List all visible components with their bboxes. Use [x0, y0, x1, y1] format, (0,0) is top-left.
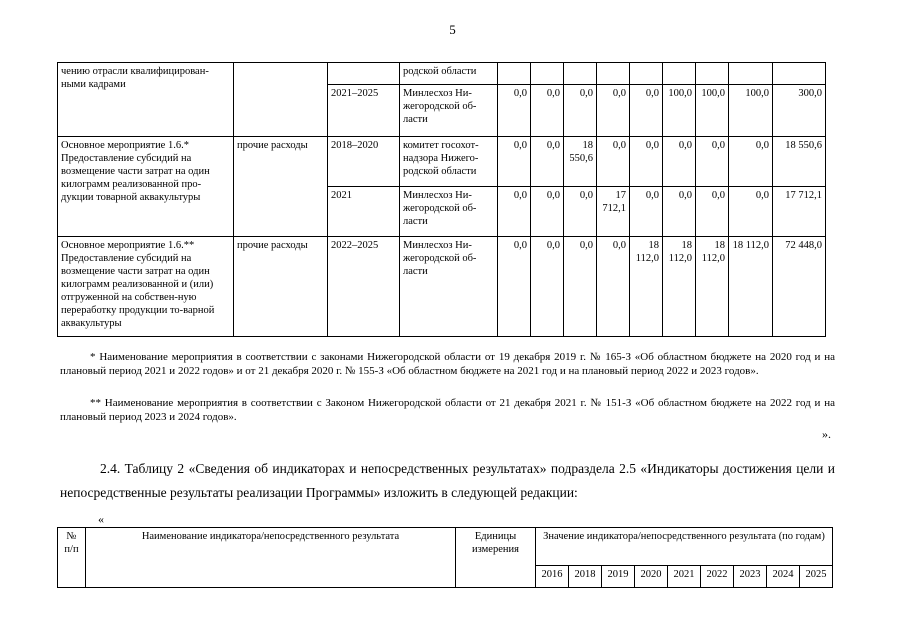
year-cell: 2020 — [635, 566, 668, 588]
period: 2022–2025 — [328, 237, 400, 337]
year-cell: 2022 — [701, 566, 734, 588]
funding-table — [57, 62, 826, 337]
expense-type: прочие расходы — [234, 237, 328, 337]
year-cell: 2021 — [668, 566, 701, 588]
indicators-table-header — [57, 527, 833, 588]
executor: Минлесхоз Ни-жегородской об-ласти — [400, 85, 498, 137]
table-row: Основное мероприятие 1.6.** Предоставление субсидий на возмещение части затрат на один килограмм реализованной и (или) отгруженной на собствен-ную переработку продукции то-варной аквакультуры прочие расходы 2022–2025 Минлесхоз Ни-жегородской об-ласти 0,0 0,0 0,0 0,0 18 112,0 18 112,0 18 112,0 18 112,0 72 448,0 — [58, 237, 826, 337]
table-row: 2021–2025 Минлесхоз Ни-жегородской об-ласти 0,0 0,0 0,0 0,0 0,0 100,0 100,0 100,0 300,0 — [58, 85, 826, 137]
executor: родской области — [400, 63, 498, 85]
period: 2018–2020 — [328, 137, 400, 187]
measure-name: чению отрасли квалифицирован-ными кадрами — [58, 63, 234, 137]
closing-quote: ». — [822, 427, 831, 441]
year-cell: 2018 — [569, 566, 602, 588]
year-cell: 2019 — [602, 566, 635, 588]
year-cell: 2016 — [536, 566, 569, 588]
footnote-2: ** Наименование мероприятия в соответствии с Законом Нижегородской области от 21 декабря 2021 г. № 151-З «Об областном бюджете на 2022 год и на плановый период 2023 и 2024 годов». — [60, 397, 835, 423]
measure-name: Основное мероприятие 1.6.* Предоставление субсидий на возмещение части затрат на один килограмм реализованной про-дукции товарной аквакультуры — [58, 137, 234, 237]
period: 2021 — [328, 187, 400, 237]
table-row — [58, 528, 833, 566]
opening-quote: « — [98, 512, 104, 526]
measure-name: Основное мероприятие 1.6.** Предоставление субсидий на возмещение части затрат на один килограмм реализованной и (или) отгруженной на собствен-ную переработку продукции то-варной аквакультуры — [58, 237, 234, 337]
executor: Минлесхоз Ни-жегородской об-ласти — [400, 237, 498, 337]
table-row — [58, 63, 826, 85]
page-number: 5 — [449, 22, 456, 37]
footnote-1: * Наименование мероприятия в соответствии с законами Нижегородской области от 19 декабря 2019 г. № 165-З «Об областном бюджете на 2020 год и на плановый период 2021 и 2022 годов» и от 21 декабря 2020 г. № 155-З «Об областном бюджете на 2021 год и на плановый период 2022 и 2023 годов». — [60, 351, 835, 377]
table-row: 2021 Минлесхоз Ни-жегородской об-ласти 0,0 0,0 0,0 17 712,1 0,0 0,0 0,0 0,0 17 712,1 — [58, 187, 826, 237]
executor: комитет госохот-надзора Нижего-родской области — [400, 137, 498, 187]
expense-type: прочие расходы — [234, 137, 328, 237]
header-unit: Единицы измерения — [456, 528, 536, 588]
header-number: № п/п — [58, 528, 86, 588]
year-cell: 2024 — [767, 566, 800, 588]
executor: Минлесхоз Ни-жегородской об-ласти — [400, 187, 498, 237]
header-values: Значение индикатора/непосредственного результата (по годам) — [536, 528, 833, 566]
period: 2021–2025 — [328, 85, 400, 137]
year-cell: 2025 — [800, 566, 833, 588]
table-row: Основное мероприятие 1.6.* Предоставление субсидий на возмещение части затрат на один килограмм реализованной про-дукции товарной аквакультуры прочие расходы 2018–2020 комитет госохот-надзора Нижего-родской области 0,0 0,0 18 550,6 0,0 0,0 0,0 0,0 0,0 18 550,6 — [58, 137, 826, 187]
amendment-paragraph: 2.4. Таблицу 2 «Сведения об индикаторах и непосредственных результатах» подраздела 2.5 «Индикаторы достижения цели и непосредственные результаты реализации Программы» изложить в следующей редакции: — [60, 461, 835, 500]
header-name: Наименование индикатора/непосредственного результата — [86, 528, 456, 588]
year-cell: 2023 — [734, 566, 767, 588]
